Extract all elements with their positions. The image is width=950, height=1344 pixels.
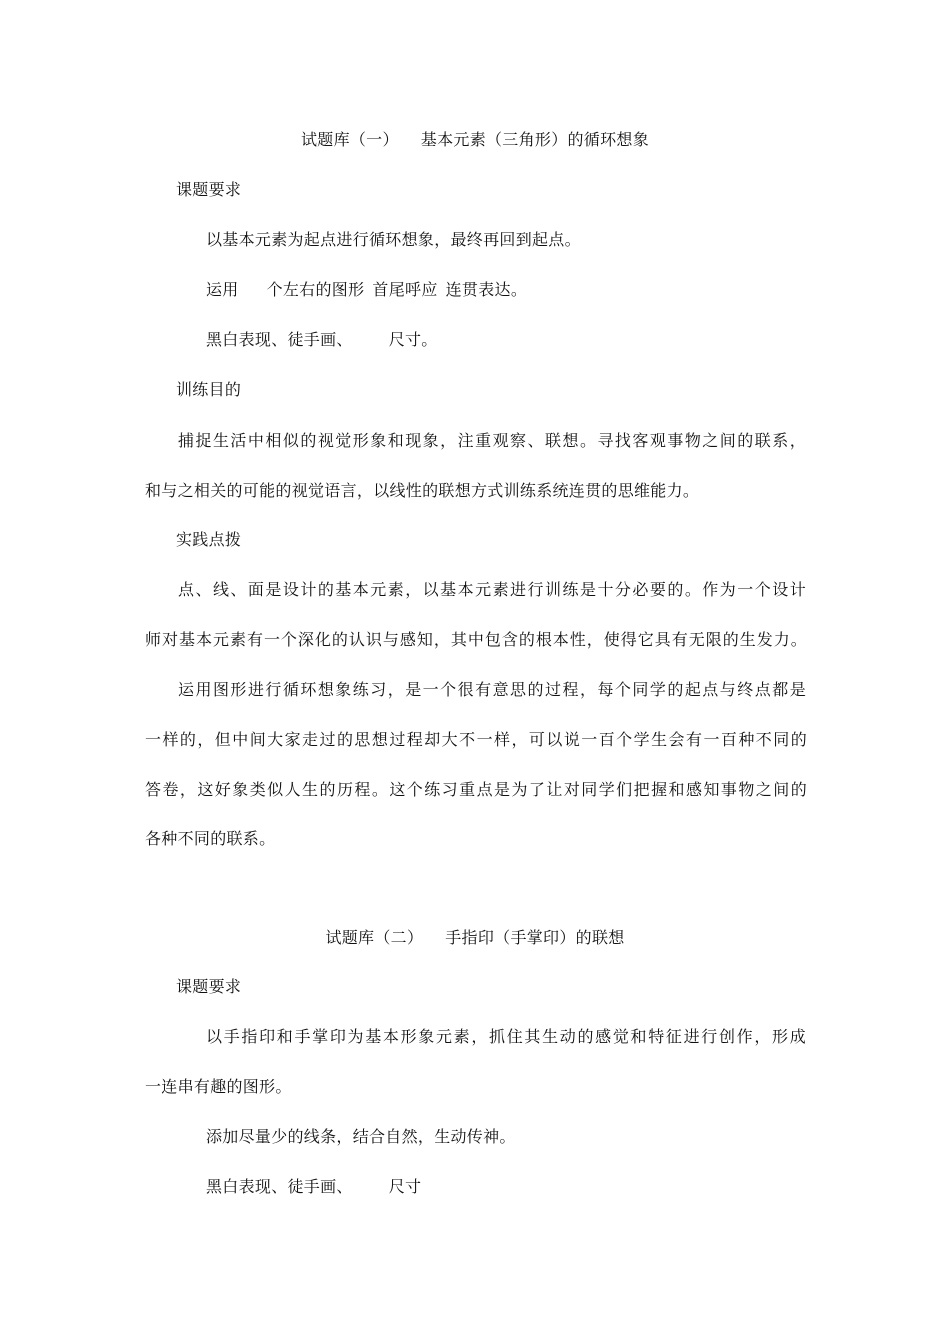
section2-requirement-line-3: 添加尽量少的线条，结合自然，生动传神。: [206, 1127, 516, 1146]
section2-requirement-line-4: [206, 1177, 421, 1197]
req-line2-part-b: 个左右的图形: [266, 280, 365, 299]
section1-practice-heading: 实践点拨: [176, 530, 242, 549]
section2-title-left: 试题库（二）: [325, 928, 424, 947]
section1-title: [0, 130, 950, 150]
section1-requirement-line-2: [206, 280, 527, 300]
req-line2-part-d: 连贯表达。: [445, 280, 528, 299]
req-line3-part-b: 尺寸。: [388, 330, 438, 349]
section1-requirement-line-1: 以基本元素为起点进行循环想象，最终再回到起点。: [206, 230, 581, 249]
section2-requirement-line-1: 以手指印和手掌印为基本形象元素，抓住其生动的感觉和特征进行创作，形成: [206, 1027, 806, 1046]
section1-practice-p2-line-4: 各种不同的联系。: [145, 829, 276, 848]
req-line2-part-a: 运用: [206, 280, 239, 299]
section1-practice-p1-line-1: 点、线、面是设计的基本元素，以基本元素进行训练是十分必要的。作为一个设计: [178, 580, 806, 599]
section2-requirements-heading: 课题要求: [176, 977, 242, 996]
section1-practice-p1-line-2: 师对基本元素有一个深化的认识与感知，其中包含的根本性，使得它具有无限的生发力。: [145, 630, 807, 649]
section1-requirements-heading: 课题要求: [176, 180, 242, 199]
req-line3-part-a: 黑白表现、徒手画、: [206, 330, 353, 349]
req-line4-part-b: 尺寸: [388, 1177, 422, 1196]
section2-title: [0, 928, 950, 948]
section1-title-right: 基本元素（三角形）的循环想象: [420, 130, 649, 149]
section1-aim-line-1: 捕捉生活中相似的视觉形象和现象，注重观察、联想。寻找客观事物之间的联系，: [178, 431, 806, 450]
req-line4-part-a: 黑白表现、徒手画、: [206, 1177, 353, 1196]
section2-requirement-line-2: 一连串有趣的图形。: [145, 1077, 292, 1096]
section1-practice-p2-line-1: 运用图形进行循环想象练习，是一个很有意思的过程，每个同学的起点与终点都是: [178, 680, 806, 699]
section2-title-right: 手指印（手掌印）的联想: [445, 928, 625, 947]
section1-aim-heading: 训练目的: [176, 380, 242, 399]
section1-requirement-line-3: [206, 330, 438, 350]
section1-practice-p2-line-3: 答卷，这好象类似人生的历程。这个练习重点是为了让对同学们把握和感知事物之间的: [145, 780, 807, 799]
req-line2-part-c: 首尾呼应: [372, 280, 438, 299]
section1-aim-line-2: 和与之相关的可能的视觉语言，以线性的联想方式训练系统连贯的思维能力。: [145, 481, 700, 500]
section1-title-left: 试题库（一）: [300, 130, 399, 149]
section1-practice-p2-line-2: 一样的，但中间大家走过的思想过程却大不一样，可以说一百个学生会有一百种不同的: [145, 730, 807, 749]
